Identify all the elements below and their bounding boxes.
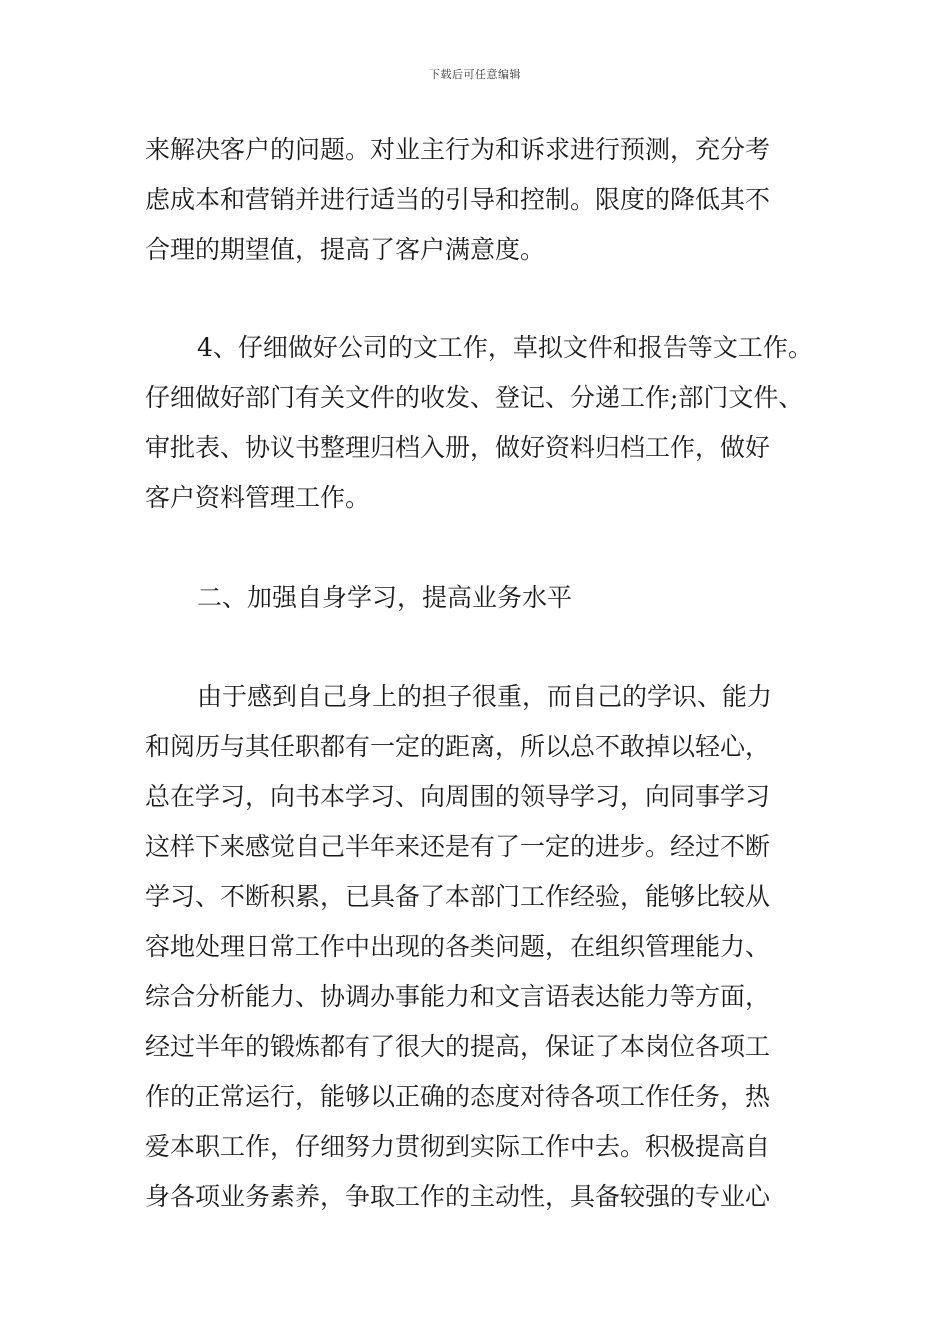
text-line: 4、仔细做好公司的文工作，草拟文件和报告等文工作。: [197, 333, 813, 362]
section-heading: [145, 573, 815, 623]
text-line: 仔细做好部门有关文件的收发、登记、分递工作;部门文件、: [145, 383, 804, 412]
text-line: 来解决客户的问题。对业主行为和诉求进行预测，充分考: [145, 135, 771, 164]
text-line: 和阅历与其任职都有一定的距离，所以总不敢掉以轻心，: [145, 732, 771, 761]
text-line: 学习、不断积累，已具备了本部门工作经验，能够比较从: [145, 882, 771, 911]
text-line: 经过半年的锻炼都有了很大的提高，保证了本岗位各项工: [145, 1032, 771, 1061]
text-line: 爱本职工作，仔细努力贯彻到实际工作中去。积极提高自: [145, 1132, 771, 1161]
text-line: 容地处理日常工作中出现的各类问题，在组织管理能力、: [145, 932, 771, 961]
text-line: 综合分析能力、协调办事能力和文言语表达能力等方面，: [145, 982, 771, 1011]
paragraph-1: [145, 125, 815, 275]
text-line: 审批表、协议书整理归档入册，做好资料归档工作，做好: [145, 433, 771, 462]
text-line: 虑成本和营销并进行适当的引导和控制。限度的降低其不: [145, 185, 771, 214]
text-line: 由于感到自己身上的担子很重，而自己的学识、能力: [197, 682, 773, 711]
page-header: 下载后可任意编辑: [429, 68, 521, 81]
text-line: 身各项业务素养，争取工作的主动性，具备较强的专业心: [145, 1182, 771, 1211]
text-line: 客户资料管理工作。: [145, 483, 371, 512]
paragraph-3: [145, 672, 815, 1222]
heading-text: 二、加强自身学习，提高业务水平: [197, 583, 573, 612]
text-line: 合理的期望值，提高了客户满意度。: [145, 235, 546, 264]
text-line: 这样下来感觉自己半年来还是有了一定的进步。经过不断: [145, 832, 771, 861]
text-line: 总在学习，向书本学习、向周围的领导学习，向同事学习: [145, 782, 771, 811]
text-line: 作的正常运行，能够以正确的态度对待各项工作任务，热: [145, 1082, 771, 1111]
paragraph-2: [145, 323, 815, 523]
